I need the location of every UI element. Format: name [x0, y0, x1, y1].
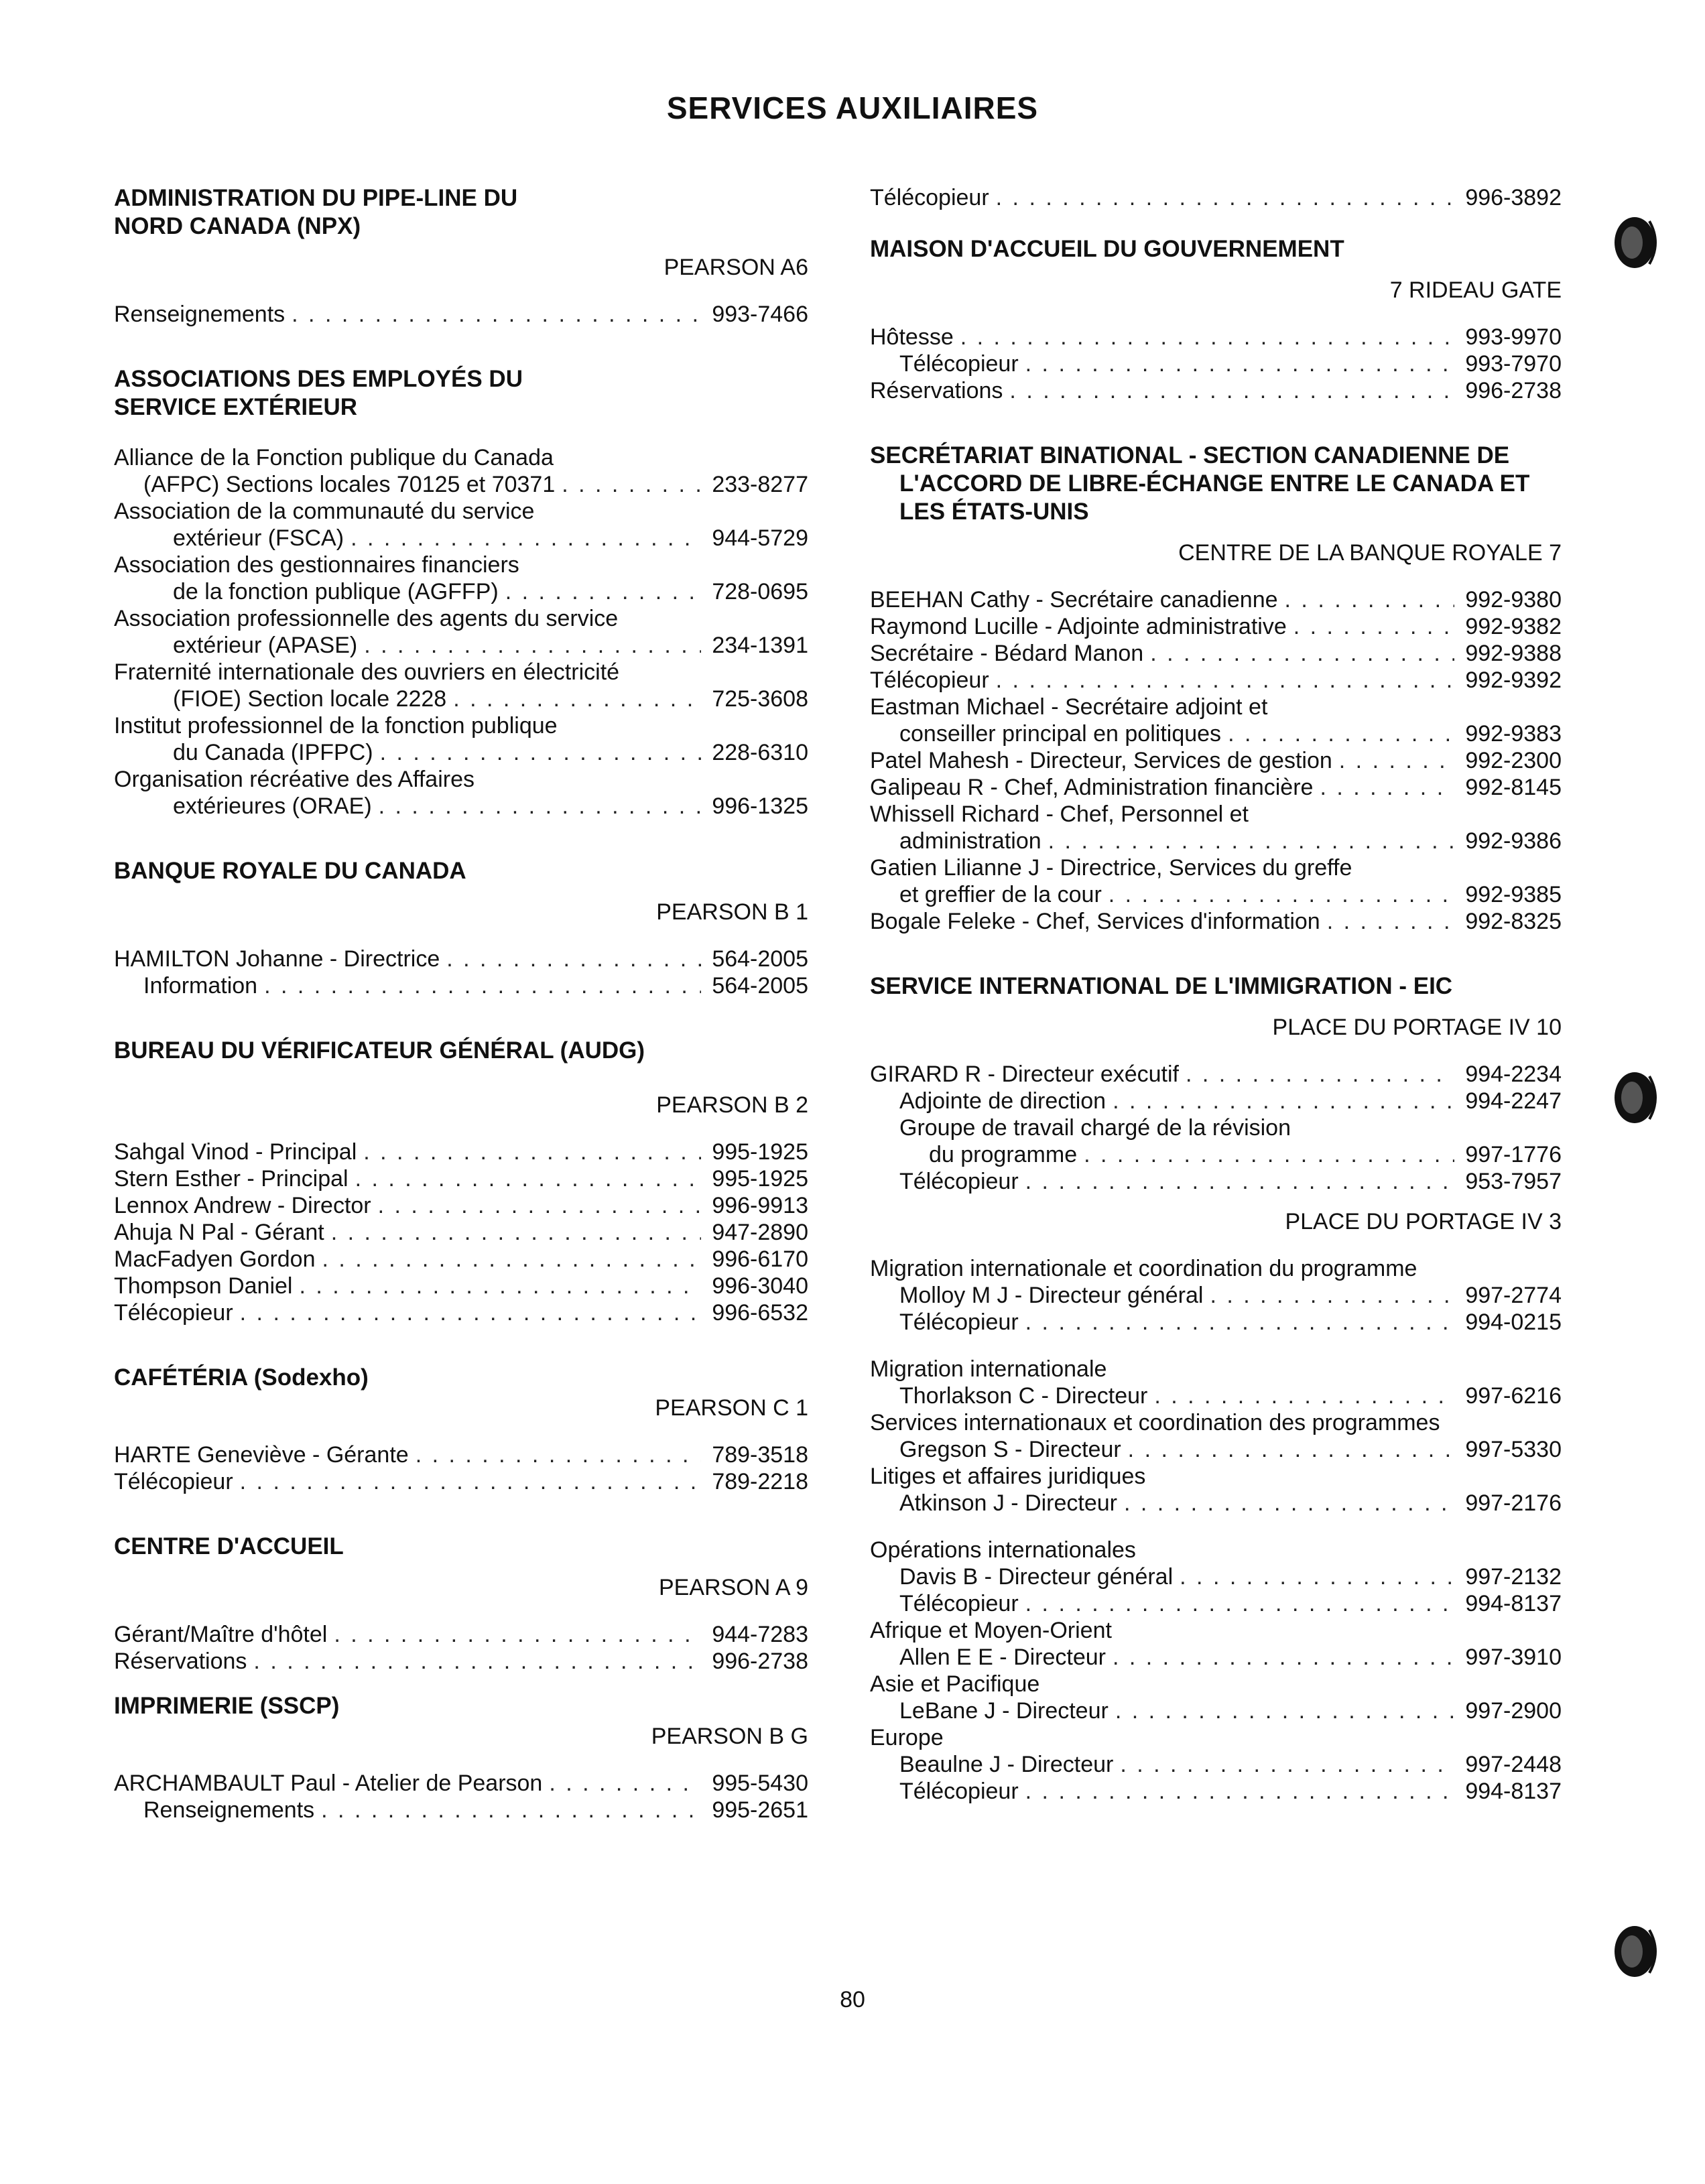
- phone-number: 997-2448: [1465, 1752, 1562, 1777]
- dot-leader: [357, 632, 701, 659]
- entry-label: Télécopieur: [114, 1469, 233, 1494]
- phone-number: 996-2738: [1465, 378, 1562, 403]
- phone-number: 995-2651: [712, 1797, 808, 1823]
- dot-leader: [1320, 908, 1454, 935]
- phone-number: 228-6310: [712, 740, 808, 765]
- entry-label: Raymond Lucille - Adjointe administrative: [870, 614, 1287, 639]
- phone-number: 994-8137: [1465, 1779, 1562, 1804]
- dot-leader: [446, 686, 701, 712]
- dot-leader: [1019, 1168, 1454, 1195]
- dot-leader: [1179, 1061, 1454, 1088]
- section-title: [870, 442, 1562, 526]
- right-column: [870, 184, 1562, 1822]
- entry-label: Thorlakson C - Directeur: [899, 1383, 1148, 1409]
- entry-label: Hôtesse: [870, 324, 954, 350]
- entry-label: Télécopieur: [870, 667, 989, 693]
- phone-number: 564-2005: [712, 973, 808, 999]
- entry-heading: Migration internationale et coordination du programme: [870, 1256, 1417, 1281]
- phone-number: 992-9392: [1465, 667, 1562, 693]
- phone-number: 994-2234: [1465, 1062, 1562, 1087]
- entry-label: Molloy M J - Directeur général: [899, 1283, 1204, 1308]
- phone-number: 992-9383: [1465, 721, 1562, 747]
- dot-leader: [292, 1273, 701, 1299]
- directory-row: [870, 377, 1562, 404]
- section-location: CENTRE DE LA BANQUE ROYALE 7: [1178, 540, 1562, 566]
- phone-number: 993-7970: [1465, 351, 1562, 377]
- dot-leader: [373, 739, 701, 766]
- dot-leader: [247, 1648, 701, 1675]
- entry-heading: Alliance de la Fonction publique du Canada: [114, 445, 554, 470]
- dot-leader: [1019, 1778, 1454, 1805]
- entry-label: extérieur (FSCA): [173, 525, 344, 551]
- entry-heading: Gatien Lilianne J - Directrice, Services du greffe: [870, 855, 1352, 881]
- phone-number: 993-7466: [712, 302, 808, 327]
- section-centre-accueil: [114, 1533, 808, 1675]
- entry-label: Télécopieur: [899, 351, 1019, 377]
- phone-number: 725-3608: [712, 686, 808, 712]
- phone-number: 992-9382: [1465, 614, 1562, 639]
- section-title: BANQUE ROYALE DU CANADA: [114, 858, 466, 884]
- entry-heading: Europe: [870, 1725, 944, 1750]
- section-title-line: ASSOCIATIONS DES EMPLOYÉS DU: [114, 366, 523, 392]
- directory-row: [114, 1165, 808, 1192]
- directory-row: [870, 1644, 1562, 1671]
- phone-number: 996-9913: [712, 1193, 808, 1218]
- dot-leader: [1113, 1751, 1454, 1778]
- phone-number: 789-3518: [712, 1442, 808, 1468]
- entry-label: Renseignements: [143, 1797, 315, 1823]
- entry-label: Télécopieur: [114, 1300, 233, 1326]
- entry-label: extérieures (ORAE): [173, 793, 372, 819]
- directory-row: [114, 1192, 808, 1219]
- phone-number: 997-3910: [1465, 1645, 1562, 1670]
- section-title: CENTRE D'ACCUEIL: [114, 1533, 344, 1559]
- phone-number: 997-1776: [1465, 1142, 1562, 1167]
- entry-label: Galipeau R - Chef, Administration financière: [870, 775, 1314, 800]
- dot-leader: [372, 793, 701, 820]
- section-title: IMPRIMERIE (SSCP): [114, 1693, 340, 1719]
- directory-row: [870, 1168, 1562, 1195]
- entry-label: Stern Esther - Principal: [114, 1166, 349, 1192]
- phone-number: 997-5330: [1465, 1437, 1562, 1462]
- directory-row: [870, 908, 1562, 935]
- entry-label: Beaulne J - Directeur: [899, 1752, 1114, 1777]
- dot-leader: [1313, 774, 1454, 801]
- directory-row: [870, 1282, 1562, 1309]
- section-location: PEARSON A6: [664, 255, 808, 280]
- section-title: [114, 184, 808, 241]
- directory-row: [870, 828, 1562, 854]
- entry-heading: Institut professionnel de la fonction publique: [114, 713, 558, 738]
- section-cafeteria: [114, 1364, 808, 1495]
- dot-leader: [1332, 747, 1454, 774]
- phone-number: 992-9388: [1465, 641, 1562, 666]
- dot-leader: [1019, 1590, 1454, 1617]
- directory-row: [870, 1309, 1562, 1336]
- dot-leader: [1221, 720, 1454, 747]
- phone-number: 789-2218: [712, 1469, 808, 1494]
- directory-row: [870, 586, 1562, 613]
- entry-heading: Afrique et Moyen-Orient: [870, 1618, 1112, 1643]
- punch-hole-icon: [1612, 1923, 1661, 1980]
- section-title: [114, 365, 808, 422]
- directory-row: [870, 1697, 1562, 1724]
- phone-number: 944-7283: [712, 1622, 808, 1647]
- section-title-line: L'ACCORD DE LIBRE-ÉCHANGE ENTRE LE CANADA ET: [899, 470, 1530, 497]
- entry-heading: Groupe de travail chargé de la révision: [899, 1115, 1291, 1141]
- phone-number: 993-9970: [1465, 324, 1562, 350]
- entry-heading: Opérations internationales: [870, 1537, 1136, 1563]
- dot-leader: [1003, 377, 1454, 404]
- phone-number: 992-2300: [1465, 748, 1562, 773]
- section-location: 7 RIDEAU GATE: [1389, 277, 1562, 303]
- directory-row: [114, 301, 808, 328]
- dot-leader: [1173, 1563, 1454, 1590]
- phone-number: 997-2774: [1465, 1283, 1562, 1308]
- directory-row: [870, 350, 1562, 377]
- dot-leader: [1109, 1697, 1454, 1724]
- dot-leader: [1019, 1309, 1454, 1336]
- phone-number: 994-0215: [1465, 1309, 1562, 1335]
- entry-heading: Association des gestionnaires financiers: [114, 552, 519, 578]
- entry-heading: Whissell Richard - Chef, Personnel et: [870, 801, 1249, 827]
- dot-leader: [989, 184, 1454, 211]
- dot-leader: [542, 1770, 701, 1797]
- directory-row: [870, 1061, 1562, 1088]
- phone-number: 997-2900: [1465, 1698, 1562, 1724]
- phone-number: 953-7957: [1465, 1169, 1562, 1194]
- dot-leader: [499, 578, 701, 605]
- directory-row: [870, 184, 1562, 211]
- dot-leader: [1106, 1644, 1454, 1671]
- entry-label: de la fonction publique (AGFFP): [173, 579, 499, 604]
- entry-label: LeBane J - Directeur: [899, 1698, 1109, 1724]
- phone-number: 992-9386: [1465, 828, 1562, 854]
- entry-label: Ahuja N Pal - Gérant: [114, 1220, 324, 1245]
- section-title-line: SERVICE EXTÉRIEUR: [114, 394, 358, 420]
- entry-heading: Litiges et affaires juridiques: [870, 1464, 1146, 1489]
- directory-row: [870, 1778, 1562, 1805]
- phone-number: 992-8145: [1465, 775, 1562, 800]
- entry-label: Télécopieur: [899, 1169, 1019, 1194]
- phone-number: 564-2005: [712, 946, 808, 972]
- dot-leader: [349, 1165, 701, 1192]
- phone-number: 996-6170: [712, 1246, 808, 1272]
- phone-number: 994-8137: [1465, 1591, 1562, 1616]
- phone-number: 992-8325: [1465, 909, 1562, 934]
- directory-row: [114, 1273, 808, 1299]
- section-title-line: LES ÉTATS-UNIS: [899, 499, 1089, 525]
- phone-number: 233-8277: [712, 472, 808, 497]
- directory-row: [114, 1648, 808, 1675]
- entry-label: du programme: [929, 1142, 1078, 1167]
- section-title-line: ADMINISTRATION DU PIPE-LINE DU: [114, 185, 518, 211]
- entry-heading: Services internationaux et coordination des programmes: [870, 1410, 1440, 1435]
- phone-number: 234-1391: [712, 633, 808, 658]
- section-imprimerie: [114, 1692, 808, 1823]
- dot-leader: [1117, 1490, 1454, 1517]
- section-npx: [114, 184, 808, 328]
- section-location: PLACE DU PORTAGE IV 3: [1285, 1209, 1562, 1234]
- entry-label: BEEHAN Cathy - Secrétaire canadienne: [870, 587, 1278, 613]
- dot-leader: [440, 946, 701, 972]
- phone-number: 997-6216: [1465, 1383, 1562, 1409]
- entry-label: Gregson S - Directeur: [899, 1437, 1121, 1462]
- entry-label: Thompson Daniel: [114, 1273, 293, 1299]
- dot-leader: [409, 1441, 701, 1468]
- section-title: MAISON D'ACCUEIL DU GOUVERNEMENT: [870, 236, 1344, 262]
- dot-leader: [1121, 1436, 1454, 1463]
- directory-row: [114, 1246, 808, 1273]
- section-location: PEARSON A 9: [659, 1575, 808, 1600]
- section-secretariat-binational: [870, 442, 1562, 935]
- directory-row: [114, 1468, 808, 1495]
- dot-leader: [233, 1299, 701, 1326]
- directory-row: [114, 686, 808, 712]
- entry-label: administration: [899, 828, 1041, 854]
- section-location: PEARSON B 2: [656, 1092, 808, 1118]
- entry-label: (AFPC) Sections locales 70125 et 70371: [143, 472, 556, 497]
- entry-label: Atkinson J - Directeur: [899, 1490, 1117, 1516]
- entry-label: Télécopieur: [870, 185, 989, 210]
- section-immigration: [870, 972, 1562, 1805]
- directory-row: [870, 1436, 1562, 1463]
- dot-leader: [357, 1139, 701, 1165]
- phone-number: 995-1925: [712, 1166, 808, 1192]
- directory-row: [870, 1590, 1562, 1617]
- section-location: PLACE DU PORTAGE IV 10: [1272, 1015, 1562, 1040]
- dot-leader: [1019, 350, 1454, 377]
- section-location: PEARSON B G: [651, 1724, 808, 1749]
- directory-row: [114, 1219, 808, 1246]
- dot-leader: [1287, 613, 1454, 640]
- punch-hole-icon: [1612, 1070, 1661, 1126]
- section-maison-accueil: [870, 235, 1562, 404]
- dot-leader: [1041, 828, 1454, 854]
- section-banque-royale: [114, 857, 808, 999]
- entry-label: Renseignements: [114, 302, 286, 327]
- directory-row: [870, 1751, 1562, 1778]
- entry-heading: Fraternité internationale des ouvriers en électricité: [114, 659, 620, 685]
- section-title: CAFÉTÉRIA (Sodexho): [114, 1364, 369, 1391]
- directory-row: [870, 774, 1562, 801]
- dot-leader: [257, 972, 701, 999]
- entry-label: Gérant/Maître d'hôtel: [114, 1622, 328, 1647]
- directory-row: [870, 747, 1562, 774]
- entry-label: Sahgal Vinod - Principal: [114, 1139, 357, 1165]
- dot-leader: [327, 1621, 701, 1648]
- dot-leader: [1106, 1088, 1454, 1114]
- dot-leader: [233, 1468, 701, 1495]
- dot-leader: [1143, 640, 1454, 667]
- dot-leader: [555, 471, 701, 498]
- phone-number: 996-6532: [712, 1300, 808, 1326]
- entry-heading: Asie et Pacifique: [870, 1671, 1040, 1697]
- section-bureau-verificateur: [114, 1037, 808, 1326]
- directory-row: [114, 1139, 808, 1165]
- entry-label: Allen E E - Directeur: [899, 1645, 1106, 1670]
- entry-label: extérieur (APASE): [173, 633, 358, 658]
- directory-row: [870, 1563, 1562, 1590]
- phone-number: 996-3040: [712, 1273, 808, 1299]
- left-column: [114, 184, 808, 1841]
- directory-row: [870, 881, 1562, 908]
- dot-leader: [371, 1192, 701, 1219]
- entry-label: conseiller principal en politiques: [899, 721, 1222, 747]
- phone-number: 994-2247: [1465, 1088, 1562, 1114]
- entry-label: Lennox Andrew - Director: [114, 1193, 371, 1218]
- page-number: 80: [840, 1987, 865, 2012]
- phone-number: 995-1925: [712, 1139, 808, 1165]
- entry-label: Réservations: [870, 378, 1003, 403]
- directory-row: [114, 1621, 808, 1648]
- phone-number: 992-9380: [1465, 587, 1562, 613]
- phone-number: 996-2738: [712, 1649, 808, 1674]
- directory-row: [114, 793, 808, 820]
- entry-label: Télécopieur: [899, 1591, 1019, 1616]
- section-title: SERVICE INTERNATIONAL DE L'IMMIGRATION - EIC: [870, 973, 1453, 999]
- entry-heading: Association professionnelle des agents du service: [114, 606, 619, 631]
- directory-row: [114, 972, 808, 999]
- dot-leader: [316, 1246, 702, 1273]
- entry-label: Information: [143, 973, 258, 999]
- entry-label: GIRARD R - Directeur exécutif: [870, 1062, 1179, 1087]
- entry-label: Bogale Feleke - Chef, Services d'information: [870, 909, 1320, 934]
- entry-label: Télécopieur: [899, 1779, 1019, 1804]
- phone-number: 996-3892: [1465, 185, 1562, 210]
- directory-row: [870, 1490, 1562, 1517]
- entry-label: HARTE Geneviève - Gérante: [114, 1442, 409, 1468]
- entry-label: (FIOE) Section locale 2228: [173, 686, 447, 712]
- dot-leader: [314, 1797, 701, 1823]
- directory-row: [114, 1797, 808, 1823]
- dot-leader: [1147, 1383, 1454, 1409]
- dot-leader: [1077, 1141, 1454, 1168]
- dot-leader: [954, 324, 1454, 350]
- entry-heading: Organisation récréative des Affaires: [114, 767, 475, 792]
- phone-number: 992-9385: [1465, 882, 1562, 907]
- directory-row: [870, 1141, 1562, 1168]
- entry-label: du Canada (IPFPC): [173, 740, 373, 765]
- dot-leader: [344, 525, 701, 552]
- entry-label: Réservations: [114, 1649, 247, 1674]
- entry-heading: Eastman Michael - Secrétaire adjoint et: [870, 694, 1268, 720]
- directory-row: [870, 720, 1562, 747]
- dot-leader: [1278, 586, 1454, 613]
- directory-row: [114, 632, 808, 659]
- entry-heading: Migration internationale: [870, 1356, 1107, 1382]
- dot-leader: [1203, 1282, 1454, 1309]
- directory-row: [114, 525, 808, 552]
- directory-row: [114, 578, 808, 605]
- page-title: SERVICES AUXILIAIRES: [666, 90, 1039, 125]
- directory-row: [114, 1299, 808, 1326]
- phone-number: 996-1325: [712, 793, 808, 819]
- entry-label: Télécopieur: [899, 1309, 1019, 1335]
- directory-row: [114, 1770, 808, 1797]
- entry-label: Secrétaire - Bédard Manon: [870, 641, 1144, 666]
- section-title-line: NORD CANADA (NPX): [114, 213, 361, 239]
- phone-number: 728-0695: [712, 579, 808, 604]
- dot-leader: [989, 667, 1454, 694]
- entry-label: Adjointe de direction: [899, 1088, 1107, 1114]
- directory-row: [114, 1441, 808, 1468]
- dot-leader: [324, 1219, 701, 1246]
- entry-label: Patel Mahesh - Directeur, Services de gestion: [870, 748, 1332, 773]
- directory-row: [114, 946, 808, 972]
- punch-hole-icon: [1612, 214, 1661, 271]
- entry-label: et greffier de la cour: [899, 882, 1102, 907]
- directory-row: [870, 667, 1562, 694]
- section-associations: [114, 365, 808, 820]
- directory-row: [870, 1088, 1562, 1114]
- phone-number: 997-2132: [1465, 1564, 1562, 1590]
- directory-row: [870, 324, 1562, 350]
- directory-row: [114, 739, 808, 766]
- entry-label: HAMILTON Johanne - Directrice: [114, 946, 440, 972]
- entry-label: ARCHAMBAULT Paul - Atelier de Pearson: [114, 1771, 543, 1796]
- phone-number: 944-5729: [712, 525, 808, 551]
- dot-leader: [285, 301, 701, 328]
- directory-row: [870, 613, 1562, 640]
- entry-label: Davis B - Directeur général: [899, 1564, 1174, 1590]
- section-title: BUREAU DU VÉRIFICATEUR GÉNÉRAL (AUDG): [114, 1037, 645, 1064]
- phone-number: 947-2890: [712, 1220, 808, 1245]
- section-location: PEARSON B 1: [656, 899, 808, 925]
- directory-row: [870, 640, 1562, 667]
- section-location: PEARSON C 1: [655, 1395, 808, 1421]
- directory-row: [114, 471, 808, 498]
- phone-number: 995-5430: [712, 1771, 808, 1796]
- phone-number: 997-2176: [1465, 1490, 1562, 1516]
- directory-row: [870, 1383, 1562, 1409]
- entry-label: MacFadyen Gordon: [114, 1246, 316, 1272]
- entry-heading: Association de la communauté du service: [114, 499, 535, 524]
- dot-leader: [1102, 881, 1454, 908]
- section-title-line: SECRÉTARIAT BINATIONAL - SECTION CANADIENNE DE: [870, 442, 1510, 468]
